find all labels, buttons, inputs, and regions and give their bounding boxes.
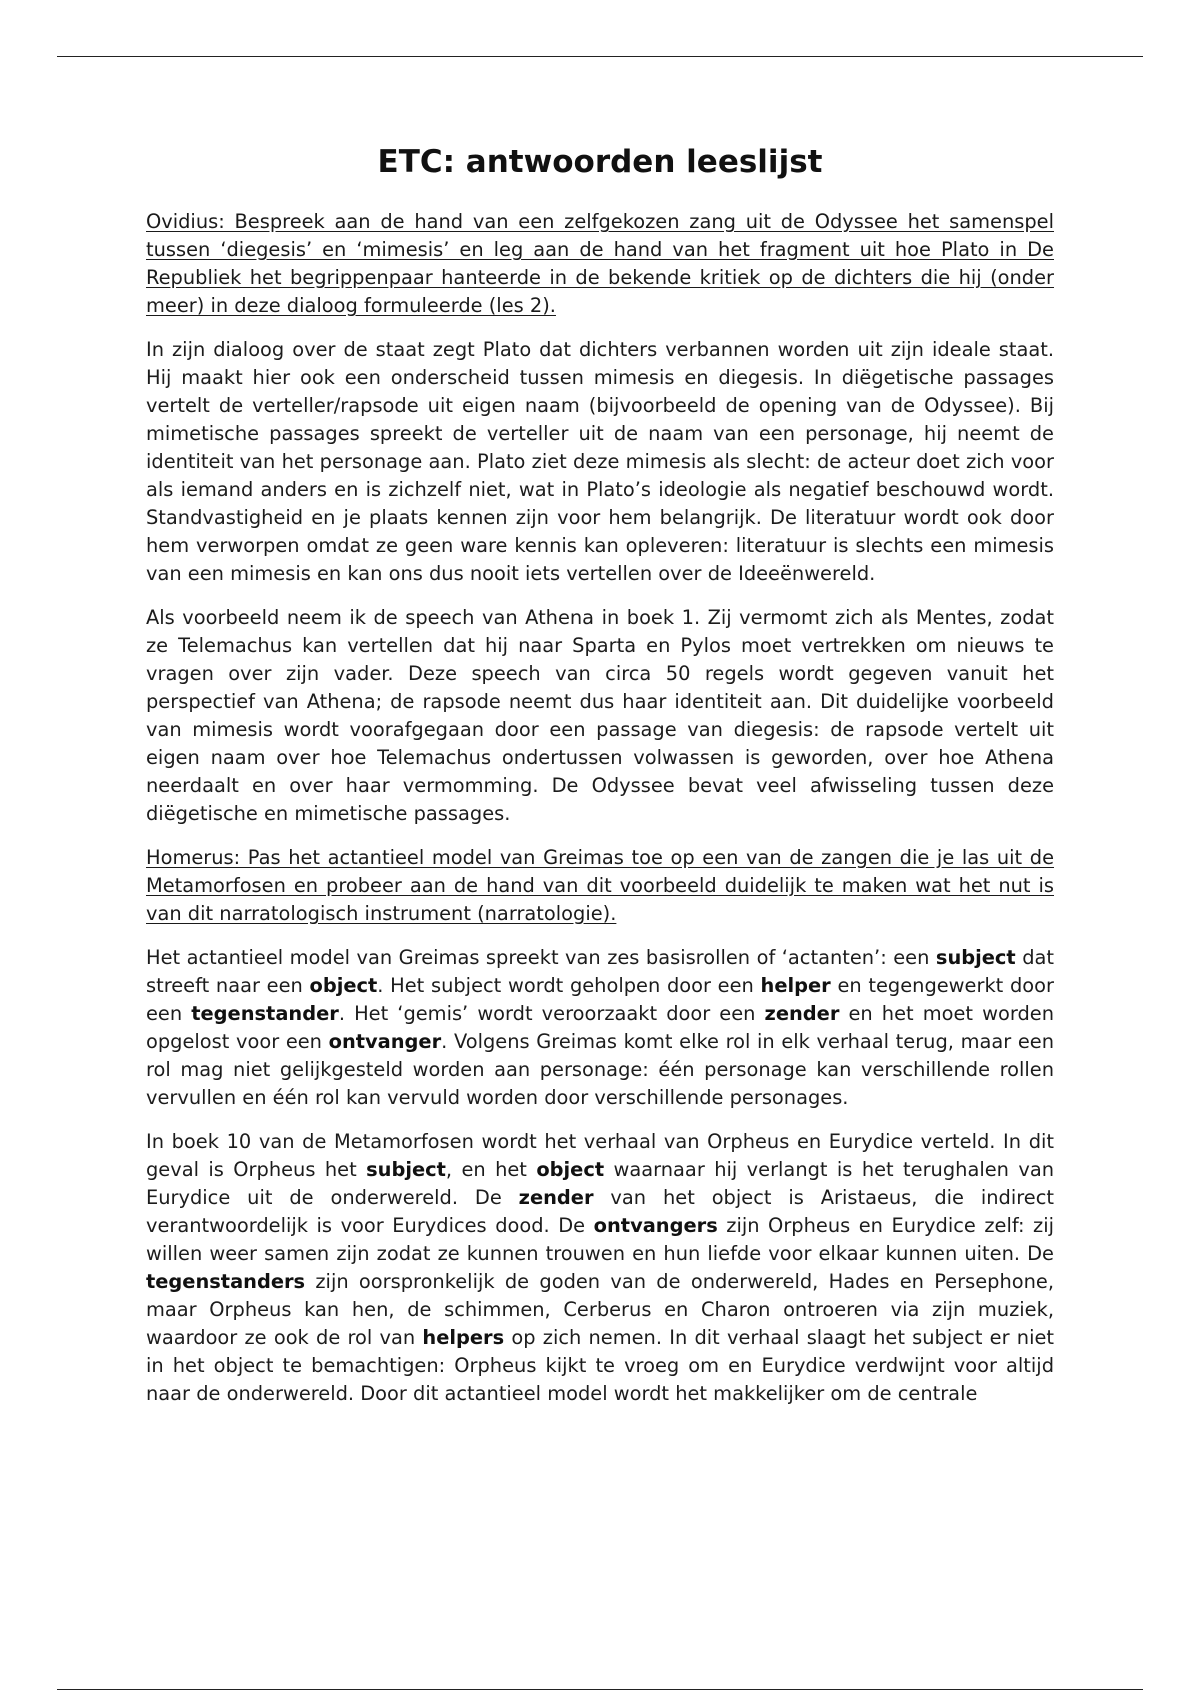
text-span: dat streeft naar een [146, 946, 1054, 997]
text-span: waarnaar hij verlangt is het terughalen van Eurydice uit de onderwereld. De [146, 1158, 1054, 1209]
text-span: en tegengewerkt door een [146, 974, 1054, 1025]
text-span: , en het [445, 1158, 537, 1181]
answer-greimas-paragraph [146, 944, 1054, 1112]
text-span: . Het subject wordt geholpen door een [377, 974, 761, 997]
text-span: zijn Orpheus en Eurydice zelf: zij willen weer samen zijn zodat ze kunnen trouwen en hun liefde voor elkaar kunnen uiten. De [146, 1214, 1054, 1265]
term-helpers: helpers [422, 1326, 505, 1349]
text-span: . Volgens Greimas komt elke rol in elk verhaal terug, maar een rol mag niet gelijkgesteld worden aan personage: één personage kan verschillende rollen vervullen en één rol kan vervuld worden door verschillende personages. [146, 1030, 1054, 1109]
text-span: van het object is Aristaeus, die indirect verantwoordelijk is voor Eurydices dood. De [146, 1186, 1054, 1237]
term-zender: zender [518, 1186, 594, 1209]
answer-plato-paragraph: In zijn dialoog over de staat zegt Plato dat dichters verbannen worden uit zijn ideale staat. Hij maakt hier ook een onderscheid tussen mimesis en diegesis. In diëgetische passages vertelt de verteller/rapsode uit eigen naam (bijvoorbeeld de opening van de Odyssee). Bij mimetische passages spreekt de verteller uit de naam van een personage, hij neemt de identiteit van het personage aan. Plato ziet deze mimesis als slecht: de acteur doet zich voor als iemand anders en is zichzelf niet, wat in Plato’s ideologie als negatief beschouwd wordt. Standvastigheid en je plaats kennen zijn voor hem belangrijk. De literatuur wordt ook door hem verworpen omdat ze geen ware kennis kan opleveren: literatuur is slechts een mimesis van een mimesis en kan ons dus nooit iets vertellen over de Ideeënwereld. [146, 338, 1054, 585]
term-ontvangers: ontvangers [593, 1214, 718, 1237]
text-span: op zich nemen. In dit verhaal slaagt het subject er niet in het object te bemachtigen: Orpheus kijkt te vroeg om en Eurydice verdwijnt voor altijd naar de onderwereld. Door dit actantieel model wordt het makkelijker om de centrale [146, 1326, 1054, 1405]
term-tegenstander: tegenstander [191, 1002, 339, 1025]
term-ontvanger: ontvanger [328, 1030, 442, 1053]
question-ovidius: Ovidius: Bespreek aan de hand van een zelfgekozen zang uit de Odyssee het samenspel tussen ‘diegesis’ en ‘mimesis’ en leg aan de hand van het fragment uit hoe Plato in De Republiek het begrippenpaar hanteerde in de bekende kritiek op de dichters die hij (onder meer) in deze dialoog formuleerde (les 2). [146, 210, 1054, 317]
page-title: ETC: antwoorden leeslijst [377, 144, 823, 180]
answer-orpheus-paragraph [146, 1128, 1054, 1408]
answer-athena-paragraph: Als voorbeeld neem ik de speech van Athena in boek 1. Zij vermomt zich als Mentes, zodat ze Telemachus kan vertellen dat hij naar Sparta en Pylos moet vertrekken om nieuws te vragen over zijn vader. Deze speech van circa 50 regels wordt gegeven vanuit het perspectief van Athena; de rapsode neemt dus haar identiteit aan. Dit duidelijke voorbeeld van mimesis wordt voorafgegaan door een passage van diegesis: de rapsode vertelt uit eigen naam over hoe Telemachus ondertussen volwassen is geworden, over hoe Athena neerdaalt en over haar vermomming. De Odyssee bevat veel afwisseling tussen deze diëgetische en mimetische passages. [146, 606, 1054, 825]
text-span: zijn oorspronkelijk de goden van de onderwereld, Hades en Persephone, maar Orpheus kan hen, de schimmen, Cerberus en Charon ontroeren via zijn muziek, waardoor ze ook de rol van [146, 1270, 1054, 1349]
term-tegenstanders: tegenstanders [146, 1270, 306, 1293]
term-subject: subject [935, 946, 1016, 969]
term-helper: helper [760, 974, 831, 997]
term-object: object [309, 974, 378, 997]
bottom-rule [57, 1689, 1143, 1690]
text-span: In boek 10 van de Metamorfosen wordt het verhaal van Orpheus en Eurydice verteld. In dit geval is Orpheus het [146, 1130, 1054, 1181]
text-span: en het moet worden opgelost voor een [146, 1002, 1054, 1053]
text-span: . Het ‘gemis’ wordt veroorzaakt door een [338, 1002, 765, 1025]
question-homerus: Homerus: Pas het actantieel model van Greimas toe op een van de zangen die je las uit de Metamorfosen en probeer aan de hand van dit voorbeeld duidelijk te maken wat het nut is van dit narratologisch instrument (narratologie). [146, 846, 1054, 925]
term-subject: subject [366, 1158, 446, 1181]
term-zender: zender [764, 1002, 840, 1025]
term-object: object [536, 1158, 605, 1181]
top-rule [57, 56, 1143, 57]
document-page [146, 138, 1054, 1424]
text-span: Het actantieel model van Greimas spreekt van zes basisrollen of ‘actanten’: een [146, 946, 936, 969]
